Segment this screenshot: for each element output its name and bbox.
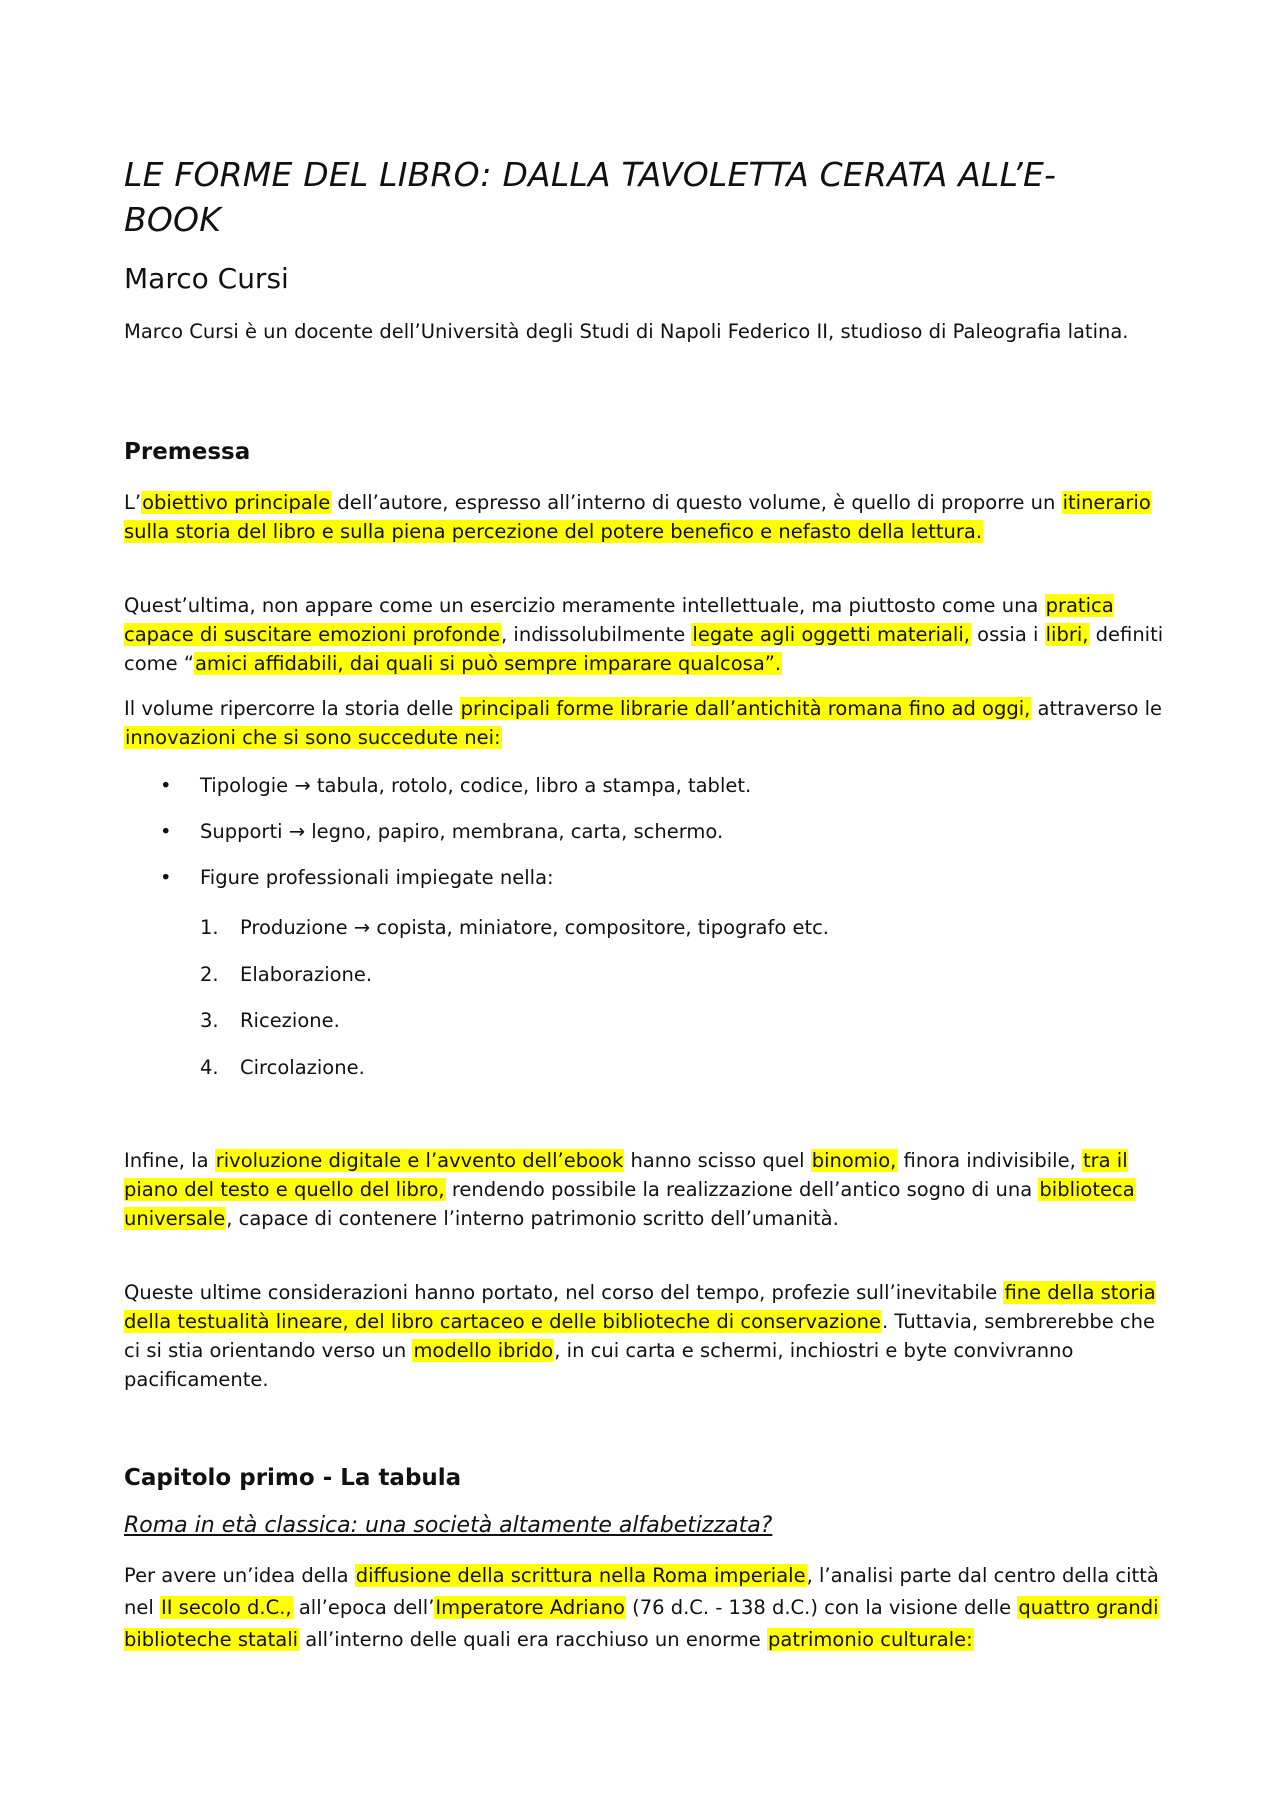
bullet-text: Tipologie → tabula, rotolo, codice, libro a stampa, tablet.: [200, 774, 752, 797]
text-run: , capace di contenere l’interno patrimonio scritto dell’umanità.: [226, 1207, 839, 1230]
highlighted-text: II secolo d.C.,: [160, 1596, 292, 1619]
text-run: dell’autore, espresso all’interno di questo volume, è quello di proporre un: [331, 491, 1062, 514]
premessa-paragraph-1: [124, 488, 1170, 546]
text-run: hanno scisso quel: [624, 1149, 811, 1172]
highlighted-text: itinerario sulla storia del libro e sulla piena percezione del potere benefico e nefasto della lettura.: [124, 491, 1151, 543]
text-run: , indissolubilmente: [501, 623, 692, 646]
highlighted-text: patrimonio culturale:: [768, 1628, 973, 1651]
text-run: all’epoca dell’: [292, 1596, 435, 1619]
premessa-paragraph-2: [124, 591, 1170, 678]
item-text: Elaborazione.: [240, 963, 373, 986]
text-run: L’: [124, 491, 142, 514]
highlighted-text: diffusione della scrittura nella Roma imperiale: [355, 1564, 806, 1587]
section-heading: Capitolo primo - La tabula: [124, 1465, 462, 1491]
bullet-text: Figure professionali impiegate nella:: [200, 866, 554, 889]
premessa-paragraph-5: [124, 1278, 1170, 1394]
highlighted-text: pratica capace di suscitare emozioni profonde: [124, 594, 1114, 646]
premessa-heading: [124, 437, 1170, 467]
text-run: Quest’ultima, non appare come un esercizio meramente intellettuale, ma piuttosto come una: [124, 594, 1045, 617]
text-run: Il volume ripercorre la storia delle: [124, 697, 460, 720]
item-number: 2.: [200, 963, 219, 986]
title-line-2: BOOK: [124, 200, 222, 239]
capitolo-subheading: [124, 1511, 1170, 1541]
subheading-text: Roma in età classica: una società altamente alfabetizzata?: [124, 1513, 773, 1538]
author-name: Marco Cursi: [124, 262, 289, 295]
document-title: [124, 152, 1170, 242]
highlighted-text: quattro grandi biblioteche statali: [124, 1596, 1159, 1651]
item-number: 3.: [200, 1009, 219, 1032]
highlighted-text: Imperatore Adriano: [435, 1596, 625, 1619]
bullet-icon: •: [160, 774, 172, 797]
item-text: Circolazione.: [240, 1056, 365, 1079]
highlighted-text: amici affidabili, dai quali si può sempre imparare qualcosa”.: [194, 652, 782, 675]
text-run: all’interno delle quali era racchiuso un enorme: [299, 1628, 767, 1651]
capitolo-heading: [124, 1463, 1170, 1493]
text-run: , l’analisi parte dal centro della città nel: [124, 1564, 1159, 1619]
text-run: rendendo possibile la realizzazione dell’antico sogno di una: [445, 1178, 1039, 1201]
item-number: 1.: [200, 916, 219, 939]
highlighted-text: binomio,: [811, 1149, 897, 1172]
highlighted-text: libri,: [1045, 623, 1089, 646]
text-run: (76 d.C. - 138 d.C.) con la visione delle: [625, 1596, 1018, 1619]
highlighted-text: modello ibrido: [413, 1339, 554, 1362]
highlighted-text: innovazioni che si sono succedute nei:: [125, 726, 501, 749]
text-run: . Tuttavia, sembrerebbe che ci si stia orientando verso un: [124, 1310, 1155, 1362]
text-run: definiti come “: [124, 623, 1164, 675]
bullet-icon: •: [160, 866, 172, 889]
text-run: Queste ultime considerazioni hanno portato, nel corso del tempo, profezie sull’inevitabile: [124, 1281, 1004, 1304]
highlighted-text: principali forme librarie dall’antichità romana fino ad oggi,: [460, 697, 1031, 720]
author-bio-text: Marco Cursi è un docente dell’Università degli Studi di Napoli Federico II, studioso di Paleografia latina.: [124, 320, 1129, 343]
text-run: Per avere un’idea della: [124, 1564, 355, 1587]
text-run: finora indivisibile,: [897, 1149, 1082, 1172]
highlighted-text: biblioteca universale: [124, 1178, 1135, 1230]
bullet-text: Supporti → legno, papiro, membrana, carta, schermo.: [200, 820, 724, 843]
text-run: Infine, la: [124, 1149, 215, 1172]
text-run: attraverso le: [1031, 697, 1163, 720]
item-text: Produzione → copista, miniatore, compositore, tipografo etc.: [240, 916, 830, 939]
premessa-paragraph-4: [124, 1146, 1170, 1233]
highlighted-text: obiettivo principale: [142, 491, 331, 514]
item-text: Ricezione.: [240, 1009, 340, 1032]
text-run: ossia i: [970, 623, 1045, 646]
highlighted-text: tra il piano del testo e quello del libro,: [124, 1149, 1128, 1201]
section-heading: Premessa: [124, 439, 251, 465]
author-heading: [124, 261, 1170, 297]
item-number: 4.: [200, 1056, 219, 1079]
premessa-paragraph-3: [124, 694, 1170, 752]
highlighted-text: legate agli oggetti materiali,: [692, 623, 970, 646]
author-bio: [124, 317, 1170, 346]
capitolo-paragraph-1: [124, 1560, 1170, 1656]
title-line-1: LE FORME DEL LIBRO: DALLA TAVOLETTA CERATA ALL’E-: [124, 155, 1057, 194]
text-run: , in cui carta e schermi, inchiostri e byte convivranno pacificamente.: [124, 1339, 1074, 1391]
highlighted-text: fine della storia della testualità lineare, del libro cartaceo e delle biblioteche di conservazione: [124, 1281, 1156, 1333]
bullet-icon: •: [160, 820, 172, 843]
highlighted-text: rivoluzione digitale e l’avvento dell’ebook: [215, 1149, 624, 1172]
